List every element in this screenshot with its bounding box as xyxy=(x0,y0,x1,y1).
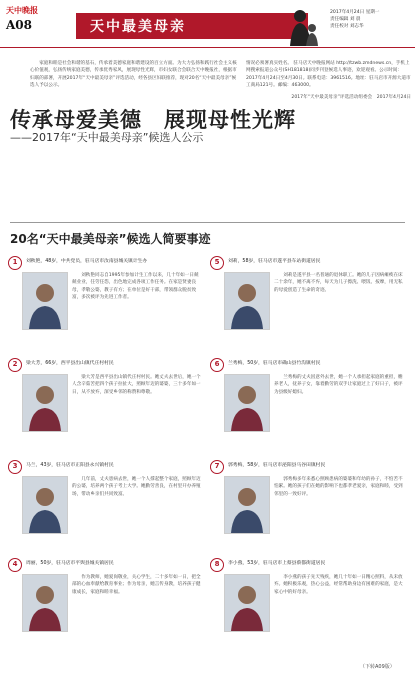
portrait-icon xyxy=(23,477,67,533)
mother-child-silhouette-icon xyxy=(270,6,330,46)
candidate-number: 2 xyxy=(8,358,22,372)
page-number: A08 xyxy=(6,18,33,32)
candidate-caption: 李小燕，53岁，驻马店市上蔡县蔡都街道居民 xyxy=(228,561,326,566)
portrait-icon xyxy=(225,575,269,631)
candidate-story: 几年前，丈夫患病去世，她一个人撑起整个家庭，照顾年迈的公婆，培养两个孩子考上大学。她勤劳善良，在村里开办养殖场，带动乡亲们共同致富。 xyxy=(72,477,201,497)
candidate-photo xyxy=(22,476,68,534)
candidate-story: 刘莉是遂平县一名普通的退休职工。她的儿子因病瘫痪在床二十余年，她不离不弃，每天为儿子擦洗、喂饭、按摩，用无私的母爱创造了生命的奇迹。 xyxy=(274,273,403,293)
portrait-icon xyxy=(225,375,269,431)
candidate-card xyxy=(8,558,206,654)
editor: 责任编辑 刘 晨 xyxy=(330,17,361,22)
candidate-card xyxy=(210,558,408,654)
section-title: 20名“天中最美母亲”候选人简要事迹 xyxy=(10,232,211,246)
candidate-story: 李小燕的孩子先天残疾，她几十年如一日精心照料，从未放弃。她积极乐观，热心公益，经常帮助身边有困难的家庭，是大家心中的好母亲。 xyxy=(274,575,403,595)
notice-text: 情况必须署真实姓名。 驻马店天中晚报网站 http://tzwb.zmdnews.cn，手机上网搜索报道公众号(SH181818)同步刊登候选人事迹，欢迎观看。公示时间：2017年4月24日至4月30日。联系电话：3961516。地址：驻马店市开源大道市工商局121号。邮编：463000。 xyxy=(246,61,411,89)
candidate-photo xyxy=(224,374,270,432)
issue-date: 2017年4月24日 星期一 xyxy=(330,10,380,15)
candidate-photo xyxy=(22,574,68,632)
candidate-card xyxy=(8,256,206,352)
portrait-icon xyxy=(225,273,269,329)
portrait-icon xyxy=(23,375,67,431)
portrait-icon xyxy=(225,477,269,533)
article-subtitle: ——2017年“天中最美母亲”候选人公示 xyxy=(10,131,204,144)
candidate-photo xyxy=(224,574,270,632)
candidate-number: 8 xyxy=(210,558,224,572)
candidate-number: 6 xyxy=(210,358,224,372)
candidate-card xyxy=(210,460,408,556)
portrait-icon xyxy=(23,575,67,631)
candidate-number: 3 xyxy=(8,460,22,474)
candidate-number: 4 xyxy=(8,558,22,572)
banner-title: 天中最美母亲 xyxy=(90,19,186,35)
candidate-card xyxy=(8,460,206,556)
candidate-story: 刘秋艳同志自1995年参加计生工作以来，几十年如一日兢兢业业，任劳任怨，出色地完成各项工作任务。在家是贤妻良母，孝敬公婆，教子有方；在单位是好干部，带领群众脱贫致富，多次被评为先进工作者。 xyxy=(72,273,199,301)
candidate-caption: 周丽，50岁，驻马店市平舆县城关镇居民 xyxy=(26,561,114,566)
candidate-photo xyxy=(22,272,68,330)
candidate-number: 7 xyxy=(210,460,224,474)
candidate-caption: 郭秀梅，58岁，驻马店市泌阳县马谷田镇村民 xyxy=(228,463,326,468)
candidate-story: 梁大芳是西平县出山镇代庄村村民。她丈夫去世后，她一个人含辛茹苦把四个孩子拉扯大，照顾年迈的婆婆，三十多年如一日，从不放弃，深受乡邻的称赞和尊敬。 xyxy=(72,375,201,395)
continued-note: （下转A09版） xyxy=(360,664,395,670)
candidate-caption: 马兰，43岁，驻马店市正阳县永兴镇村民 xyxy=(26,463,114,468)
candidate-photo xyxy=(224,272,270,330)
section-divider xyxy=(10,222,405,223)
notice-info xyxy=(246,60,411,101)
portrait-icon xyxy=(23,273,67,329)
candidate-caption: 刘秋艳，48岁，中共党员，驻马店市汝南县城关镇计生办 xyxy=(26,259,148,264)
candidate-story: 郭秀梅多年来悉心照顾患病的婆婆和年幼的孙子，不怕苦不怕累。她的孩子们在她的影响下也都孝老爱亲，家庭和睦，受到邻里的一致好评。 xyxy=(274,477,403,497)
candidate-number: 1 xyxy=(8,256,22,270)
candidate-caption: 梁大芳，66岁，西平县出山镇代庄村村民 xyxy=(26,361,114,366)
candidate-card xyxy=(210,256,408,352)
header-info xyxy=(330,9,379,30)
intro-paragraph: 家庭和睦是社会和谐的基石，传承着美德家庭和谐建设的百立方面。为大力弘扬和践行社会主义核心价值观，弘扬传统家庭美德，传承优秀家风，展现母性光辉，市妇女联合会联合天中晚报社，根据市妇联的部署，开展2017年“天中最美母亲”评选活动，经各县区妇联推荐，现对20名“天中最美母亲”候选人予以公示。 xyxy=(30,61,237,89)
candidate-caption: 刘莉，58岁，驻马店市遂平县车站街道居民 xyxy=(228,259,321,264)
proofreader: 责任校对 刘志华 xyxy=(330,24,364,29)
candidate-number: 5 xyxy=(210,256,224,270)
header-divider xyxy=(0,47,415,48)
candidate-photo xyxy=(224,476,270,534)
candidate-story: 兰秀梅的丈夫因意外去世，她一个人承担起家庭的重担，赡养老人，抚养子女，靠着勤劳的双手让家庭过上了好日子，被评为县级好媳妇。 xyxy=(274,375,403,395)
notice-footer: 2017年“天中最美母亲”评选活动组委会 2017年4月24日 xyxy=(291,94,411,100)
candidate-card xyxy=(210,358,408,454)
article-title: 传承母爱美德 展现母性光辉 xyxy=(10,108,296,132)
candidate-card xyxy=(8,358,206,454)
candidate-photo xyxy=(22,374,68,432)
candidate-caption: 兰秀梅，50岁，驻马店市确山县竹沟镇村民 xyxy=(228,361,321,366)
newspaper-logo: 天中晚报 xyxy=(6,6,38,15)
candidate-story: 作为教师，她爱岗敬业，关心学生，二十多年如一日，把全部的心血奉献给教育事业；作为母亲，她言传身教，培养孩子健康成长，家庭和睦幸福。 xyxy=(72,575,201,595)
